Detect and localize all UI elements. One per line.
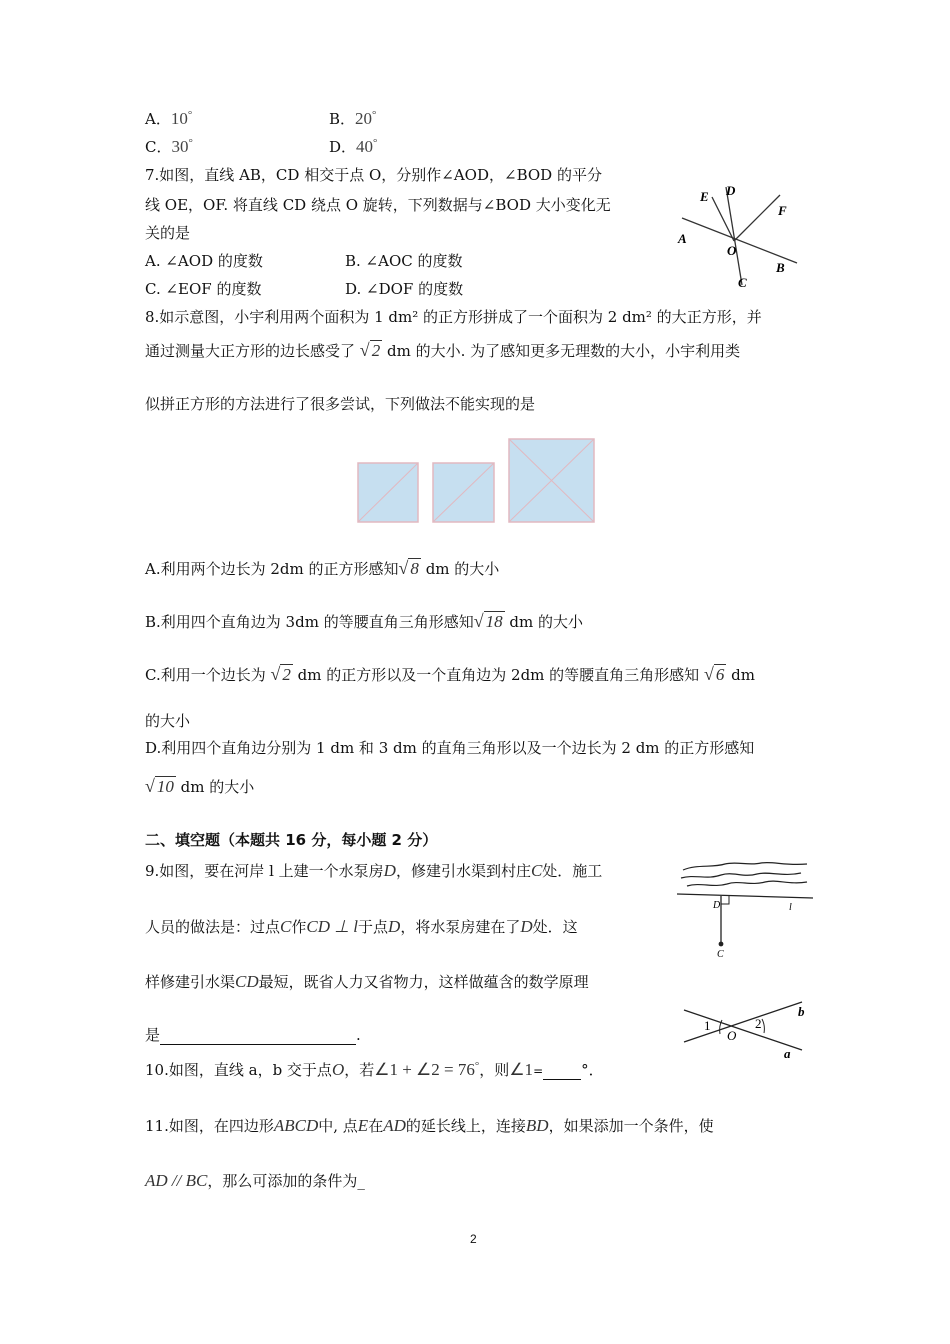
- sqrt-2: √ 2: [359, 340, 381, 360]
- q7-label-d: D: [726, 183, 736, 198]
- q11-line-2: AD // BC，那么可添加的条件为_: [145, 1171, 365, 1190]
- q7-label-c: C: [738, 275, 747, 290]
- q10-label-2: 2: [755, 1016, 762, 1031]
- q7-line-3: 关的是: [145, 224, 191, 242]
- q6-option-a: A．10°: [145, 109, 193, 128]
- q10-line: 10.如图，直线 a，b 交于点O，若∠1 + ∠2 = 76°，则∠1= °．: [145, 1060, 604, 1079]
- q10-label-b: b: [798, 1004, 805, 1019]
- q6-option-c: C．30°: [145, 137, 193, 156]
- section-2-heading: 二、填空题（本题共 16 分，每小题 2 分）: [145, 831, 438, 849]
- q8-option-a: A.利用两个边长为 2dm 的正方形感知√ 8 dm 的大小: [145, 558, 500, 578]
- q7-label-f: F: [778, 203, 787, 218]
- q10-label-a: a: [784, 1046, 791, 1060]
- q7-label-b: B: [776, 260, 785, 275]
- q9-label-l: l: [789, 902, 792, 913]
- q6-option-d: D．40°: [329, 137, 378, 156]
- q11-line-1: 11.如图，在四边形ABCD中, 点E在AD的延长线上，连接BD，如果添加一个条件，使: [145, 1116, 714, 1135]
- q7-option-c: C. ∠EOF 的度数: [145, 280, 262, 298]
- page-number: 2: [470, 1232, 477, 1246]
- q8-option-b: B.利用四个直角边为 3dm 的等腰直角三角形感知√ 18 dm 的大小: [145, 611, 583, 631]
- q9-line-1: 9.如图，要在河岸 l 上建一个水泵房D，修建引水渠到村庄C处．施工: [145, 861, 603, 880]
- q8-line-3: 似拼正方形的方法进行了很多尝试，下列做法不能实现的是: [145, 395, 536, 413]
- q7-label-o: O: [727, 243, 737, 258]
- q9-figure: [677, 858, 817, 960]
- q9-line-3: 样修建引水渠CD最短，既省人力又省物力，这样做蕴含的数学原理: [145, 972, 589, 991]
- q8-option-d: D.利用四个直角边分别为 1 dm 和 3 dm 的直角三角形以及一个边长为 2 dm 的正方形感知: [145, 739, 755, 757]
- q7-line-2: 线 OE，OF. 将直线 CD 绕点 O 旋转，下列数据与∠BOD 大小变化无: [145, 196, 611, 214]
- q9-label-c: C: [717, 949, 724, 960]
- q9-answer-blank[interactable]: [160, 1028, 356, 1045]
- q9-line-4: 是 .: [145, 1026, 361, 1044]
- q7-option-b: B. ∠AOC 的度数: [345, 252, 463, 270]
- q8-line-2: 通过测量大正方形的边长感受了 √ 2 dm 的大小. 为了感知更多无理数的大小，小宇利用类: [145, 340, 741, 360]
- q10-label-1: 1: [704, 1018, 711, 1033]
- q7-figure: [672, 175, 812, 295]
- q8-squares-figure: [355, 437, 600, 527]
- q7-label-e: E: [700, 189, 709, 204]
- q10-figure: [680, 998, 810, 1060]
- q8-option-d-line-2: √ 10 dm 的大小: [145, 776, 255, 796]
- q8-option-c: C.利用一个边长为 √ 2 dm 的正方形以及一个直角边为 2dm 的等腰直角三角形感知 √ 6 dm: [145, 664, 755, 684]
- q7-option-a: A. ∠AOD 的度数: [145, 252, 263, 270]
- q7-line-1: 7.如图，直线 AB，CD 相交于点 O，分别作∠AOD，∠BOD 的平分: [145, 166, 602, 184]
- q6-option-b: B．20°: [329, 109, 377, 128]
- q8-line-1: 8.如示意图，小宇利用两个面积为 1 dm² 的正方形拼成了一个面积为 2 dm² 的大正方形，并: [145, 308, 762, 326]
- q8-option-c-line-2: 的大小: [145, 712, 191, 730]
- q10-label-o: O: [727, 1028, 737, 1043]
- q7-label-a: A: [678, 231, 687, 246]
- q9-label-d: D: [713, 900, 721, 911]
- q7-option-d: D. ∠DOF 的度数: [345, 280, 464, 298]
- q9-line-2: 人员的做法是：过点C作CD ⊥ l于点D，将水泵房建在了D处．这: [145, 917, 578, 936]
- q10-answer-blank[interactable]: [543, 1065, 581, 1080]
